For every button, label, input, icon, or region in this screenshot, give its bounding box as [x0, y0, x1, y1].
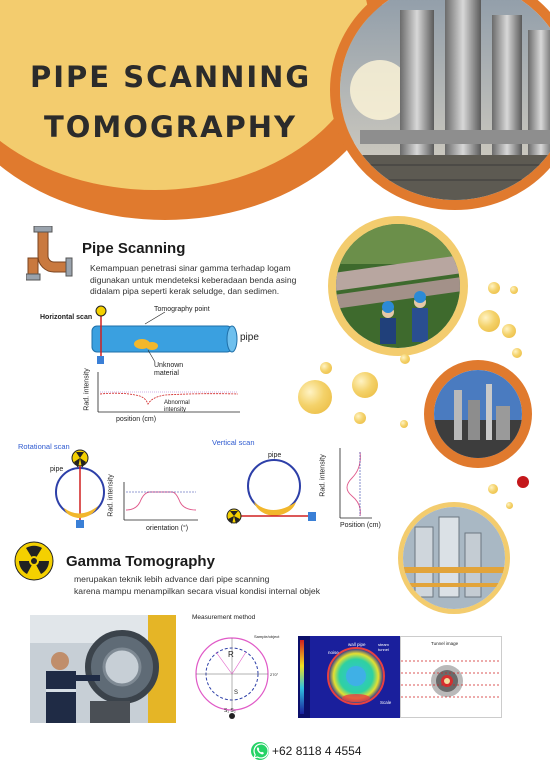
pipe-label: pipe [240, 332, 259, 343]
decor-bubble [488, 484, 498, 494]
gamma-tomography-description [74, 574, 394, 597]
measurement-method-diagram [180, 612, 286, 726]
vertical-y-axis-label: Rad. intensity [319, 454, 327, 497]
abnormal-intensity-label [164, 400, 190, 414]
tunnel-image [400, 636, 502, 718]
tomogram-heatmap [298, 636, 400, 718]
measurement-sample-label: Sample/object [254, 634, 280, 639]
unknown-line-1: Unknown [154, 362, 184, 369]
refinery-photo [424, 360, 532, 468]
pipe-scanning-description [90, 263, 330, 298]
desc-line-1: Kemampuan penetrasi sinar gamma terhadap logam [90, 263, 291, 273]
measurement-r-label: R [228, 650, 234, 659]
rotational-scan-diagram [18, 440, 208, 540]
vertical-scan-title: Vertical scan [212, 438, 255, 447]
decor-bubble [478, 310, 500, 332]
desc-line-3: didalam pipa seperti kerak seludge, dan sedimen. [90, 286, 280, 296]
rotational-scan-title: Rotational scan [18, 442, 70, 451]
gamma-desc-line-2: karena mampu menampilkan secara visual kondisi internal objek [74, 585, 321, 596]
horizontal-scan-label: Horizontal scan [40, 314, 93, 321]
steam-tunnel-label: steam tunnel [378, 642, 389, 652]
technician-photo [30, 615, 176, 723]
gamma-tomography-title: Gamma Tomography [66, 553, 215, 570]
pipe-scanning-title: Pipe Scanning [82, 240, 186, 257]
tomography-point-label: Tomography point [154, 306, 210, 313]
horizontal-scan-diagram [40, 304, 280, 426]
wall-pipe-label: wall pipe [348, 642, 366, 647]
scale-label: Scale [380, 700, 392, 705]
decor-bubble [352, 372, 378, 398]
gamma-desc-line-1: merupakan teknik lebih advance dari pipe scanning [74, 574, 270, 584]
decor-bubble [488, 282, 500, 294]
decor-bubble [400, 354, 410, 364]
decor-bubble [320, 362, 332, 374]
noise-label: noise [328, 650, 339, 655]
decor-red-dot [517, 476, 529, 488]
measurement-title: Measurement method [192, 614, 256, 621]
decor-bubble [298, 380, 332, 414]
decor-bubble [354, 412, 366, 424]
measurement-s-label: S [234, 690, 239, 696]
unknown-material-label [154, 362, 183, 378]
workers-pipe-photo [328, 216, 468, 356]
vertical-pipe-label: pipe [268, 452, 282, 459]
abnormal-line-2: intensity [164, 407, 187, 413]
vertical-x-axis-label: Position (cm) [340, 522, 381, 529]
desc-line-2: digunakan untuk mendeteksi keberadaan benda asing [90, 274, 297, 285]
position-axis-label: position (cm) [116, 416, 157, 423]
radiation-hazard-icon [14, 541, 54, 586]
rad-intensity-axis-label: Rad. intensity [83, 368, 91, 411]
rotational-x-axis-label: orientation (°) [146, 525, 189, 532]
industrial-tower-photo [330, 0, 550, 210]
rotational-y-axis-label: Rad. intensity [107, 474, 115, 517]
measurement-angle-label: 270° [270, 672, 279, 677]
decor-bubble [502, 324, 516, 338]
measurement-source-label: S₁ S₂ [224, 708, 236, 714]
decor-bubble [400, 420, 408, 428]
abnormal-line-1: Abnormal [164, 400, 190, 406]
decor-bubble [512, 348, 522, 358]
page-title-line2: TOMOGRAPHY [44, 110, 298, 144]
vertical-scan-diagram [212, 438, 402, 538]
contact-phone[interactable]: +62 8118 4 4554 [272, 744, 362, 758]
rotational-pipe-label: pipe [50, 466, 64, 473]
decor-bubble [506, 502, 513, 509]
tunnel-image-label: Tunnel image [431, 641, 459, 646]
pipe-elbow-icon [26, 226, 76, 287]
page-title-line1: PIPE SCANNING [30, 60, 312, 94]
whatsapp-icon[interactable] [250, 741, 270, 766]
unknown-line-2: material [154, 370, 179, 377]
decor-bubble [510, 286, 518, 294]
steel-tanks-photo [398, 502, 510, 614]
